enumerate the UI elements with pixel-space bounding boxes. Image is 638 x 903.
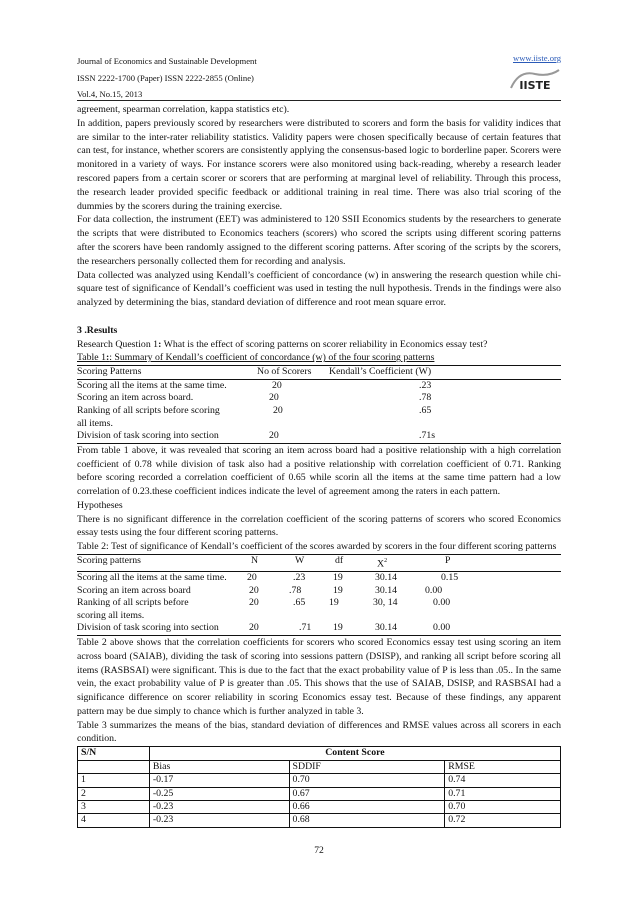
table2-cell-pattern: Scoring an item across board [77, 584, 191, 596]
paragraph-6: Table 2 above shows that the correlation coefficients for scorers who scored Economics essay test using scoring an item across board (SAIAB), dividing the task of scoring into sessions pattern (DSISP), and ranking all script before scoring all items (RASBSAI) were significant. This is due to the fact that the exact probability value of P is less than .05.. In the same vein, the exact probability value of P is greater than .05. This shows that the use of SAIAB, DSISP, and RASBSAI had a significance difference on scorer reliability in scoring Economics essay test. Because of these findings, any apparent pattern may be due simply to chance which is further analyzed in table 3. [77, 636, 561, 717]
table1-cell-pattern: Scoring all the items at the same time. [77, 379, 227, 391]
table3-cell-rmse: 0.72 [445, 814, 561, 827]
table3-header-sddif: SDDIF [289, 760, 445, 773]
table2-header-w: W [295, 555, 305, 567]
table3-header-bias: Bias [149, 760, 289, 773]
table2-cell-n: 20 [249, 584, 259, 596]
journal-volume: Vol.4, No.15, 2013 [77, 89, 143, 99]
table2-cell-df: 19 [329, 597, 339, 609]
table3-cell-bias: -0.23 [149, 814, 289, 827]
table-row [77, 430, 561, 443]
table2-header-x2 [361, 555, 419, 572]
table-row [77, 597, 561, 610]
table1-cell-w: .65 [419, 404, 432, 416]
header-rule [77, 100, 561, 101]
table2-cell-w: .71 [299, 622, 312, 634]
table1-title [77, 351, 561, 365]
table3-cell-sddif: 0.66 [289, 800, 445, 813]
rq1-label: Research Question 1 [77, 338, 159, 350]
table-row [77, 405, 561, 418]
table2-cell-p: 0.00 [425, 584, 443, 596]
table2-cell-x2: 30.14 [375, 571, 398, 583]
table2-cell-pattern: Ranking of all scripts before [77, 597, 189, 609]
table3-cell-sddif: 0.70 [289, 774, 445, 787]
paragraph-3: Data collected was analyzed using Kendall’s coefficient of concordance (w) in answering the research question while chi-square test of significance of Kendall’s coefficient was used in testing the null hypothesis. Trends in the findings were also analyzed by determining the bias, standard deviation of difference and root mean square error. [77, 269, 561, 309]
journal-issn: ISSN 2222-1700 (Paper) ISSN 2222-2855 (Online) [77, 72, 254, 83]
table2-cell-df: 19 [333, 571, 343, 583]
journal-url-link[interactable]: www.iiste.org [513, 53, 561, 63]
table2-cell-pattern: Scoring all the items at the same time. [77, 571, 227, 583]
table-row [78, 787, 561, 800]
table3-cell-bias: -0.25 [149, 787, 289, 800]
table3-cell-sddif: 0.68 [289, 814, 445, 827]
table2-cell-x2 [361, 610, 419, 623]
table3-subheader-row [78, 760, 561, 773]
table1-cell-pattern: all items. [77, 417, 113, 429]
table3-cell-sddif: 0.67 [289, 787, 445, 800]
table2-cell-p: 0.00 [433, 597, 451, 609]
table1-cell-n: 20 [269, 430, 279, 442]
article-body [77, 103, 561, 828]
table2-header-x-superscript: 2 [384, 558, 388, 565]
table1-cell-pattern: Scoring an item across board. [77, 392, 194, 404]
table-row [78, 814, 561, 827]
table1-cell-pattern: Division of task scoring into section [77, 430, 219, 442]
results-heading: 3 .Results [77, 324, 118, 336]
table2-cell-p: 0.15 [441, 571, 459, 583]
table1-cell-n [227, 418, 313, 431]
table2-title: Table 2: Test of significance of Kendall’s coefficient of the scores awarded by scorers in the four different scoring patterns [77, 541, 557, 553]
paragraph-4: From table 1 above, it was revealed that scoring an item across board had a positive relationship with a high correlation coefficient of 0.78 while division of task also had a positive relationship with correlation coefficient of 0.71. Ranking before scoring recorded a correlation coefficient of 0.65 while scorin all the items at the same time pattern had a low correlation of 0.23.these coefficient indices indicate the level of agreement among the raters in each pattern. [77, 444, 561, 498]
table2-cell-pattern: scoring all items. [77, 609, 145, 621]
table2-header-p: P [445, 555, 451, 567]
paragraph-0: agreement, spearman correlation, kappa statistics etc). [77, 104, 290, 115]
table1-cell-n: 20 [272, 379, 282, 391]
table-row [77, 585, 561, 598]
table1-header-pattern: Scoring Patterns [77, 366, 142, 378]
table2-cell-df [321, 610, 361, 623]
table2-header-row [77, 555, 561, 572]
table1-cell-pattern: Ranking of all scripts before scoring [77, 404, 220, 416]
table2-cell-n [237, 610, 283, 623]
table2-header-pattern: Scoring patterns [77, 555, 141, 567]
table3-cell-bias: -0.23 [149, 800, 289, 813]
table1-cell-n: 20 [273, 404, 283, 416]
table3-cell-rmse: 0.74 [445, 774, 561, 787]
table3-cell-sn: 3 [78, 800, 150, 813]
journal-name: Journal of Economics and Sustainable Development [77, 56, 257, 66]
table3-cell-rmse: 0.71 [445, 787, 561, 800]
table-row [78, 774, 561, 787]
table1-title-colon: : [105, 352, 110, 364]
table3-subheader-empty [78, 760, 150, 773]
table3-cell-rmse: 0.70 [445, 800, 561, 813]
logo-text: IISTE [519, 79, 551, 92]
table2-cell-w: .23 [293, 571, 306, 583]
table2-cell-x2: 30, 14 [373, 597, 398, 609]
table1-header-row [77, 366, 561, 380]
table-row [77, 418, 561, 431]
table2-cell-x2: 30.14 [375, 584, 398, 596]
iiste-logo [509, 68, 561, 92]
table2-cell-x2: 30.14 [375, 622, 398, 634]
table-row [77, 392, 561, 405]
table2-cell-w [283, 610, 321, 623]
table1-header-kendall: Kendall’s Coefficient (W) [329, 366, 432, 378]
table3-cell-sn: 1 [78, 774, 150, 787]
table-2 [77, 554, 561, 636]
table2-header-df: df [335, 555, 344, 567]
table1-cell-n: 20 [269, 392, 279, 404]
table2-cell-df: 19 [333, 622, 343, 634]
table1-title-b: : Summary of Kendall’s coefficient of concordance (w) of the four scoring patterns [109, 352, 435, 364]
table2-cell-w: .78 [289, 584, 302, 596]
table2-cell-df: 19 [333, 584, 343, 596]
table-row [77, 610, 561, 623]
page-number: 72 [314, 845, 324, 856]
table-row [78, 800, 561, 813]
table2-cell-w: .65 [293, 597, 306, 609]
table-3 [77, 746, 561, 827]
paragraph-5: There is no significant difference in the correlation coefficient of the scoring patterns of scorers who scored Economics essay tests using the four different scoring patterns. [77, 513, 561, 539]
table2-cell-n: 20 [249, 622, 259, 634]
table1-cell-w [313, 418, 561, 431]
table1-cell-w: .23 [419, 379, 432, 391]
table1-header-scorers: No of Scorers [257, 366, 312, 378]
paragraph-2: For data collection, the instrument (EET) was administered to 120 SSII Economics students by the researchers to generate the scripts that were distributed to Economics teachers (scorers) who scored the scripts using different scoring patterns after the scorers have been randomly assigned to the different scoring patterns. After scoring of the scripts by the scorers, the researchers personally collected them for recording and analysis. [77, 214, 561, 267]
table2-header-x: X [377, 558, 385, 570]
table3-header-sn: S/N [78, 747, 150, 760]
table3-cell-sn: 2 [78, 787, 150, 800]
table2-cell-pattern: Division of task scoring into section [77, 622, 219, 634]
research-question-1 [77, 338, 561, 352]
table3-header-content-score: Content Score [149, 747, 560, 760]
paragraph-7: Table 3 summarizes the means of the bias, standard deviation of differences and RMSE values across all scorers in each condition. [77, 719, 561, 745]
table2-cell-n: 20 [249, 597, 259, 609]
table2-cell-n: 20 [247, 571, 257, 583]
table3-cell-sn: 4 [78, 814, 150, 827]
table2-cell-p [419, 610, 561, 623]
table2-header-n: N [251, 555, 259, 567]
hypotheses-heading: Hypotheses [77, 499, 123, 511]
table3-cell-bias: -0.17 [149, 774, 289, 787]
table1-title-a: Table 1 [77, 352, 106, 364]
paragraph-1: In addition, papers previously scored by researchers were distributed to scorers and form the basis for validity indices that are similar to the inter-rater reliability statistics. Validity papers were chosen specifically because of certain features that can test, for instance, whether scorers are consistently applying the consensus-based logic to borderline paper. Scorers were monitored in a variety of ways. For instance scorers were also monitored using back-reading, whereby a research leader rescored papers from a certain scorer or scorers that are performing at marginal level of reliability. Through this process, the research leader provided specific feedback or additional training in real time. There was also trial scoring of the dummies by the scorers during the training exercise. [77, 117, 561, 212]
table2-cell-p: 0.00 [433, 622, 451, 634]
rq1-colon: : [158, 338, 162, 350]
table3-header-rmse: RMSE [445, 760, 561, 773]
table-1 [77, 365, 561, 444]
rq1-text: What is the effect of scoring patterns on scorer reliability in Economics essay test? [161, 338, 488, 350]
table3-header-row [78, 747, 561, 760]
table-row [77, 622, 561, 635]
table-row [77, 379, 561, 392]
table-row [77, 571, 561, 584]
table1-cell-w: .71s [419, 430, 436, 442]
table1-cell-w: .78 [419, 392, 432, 404]
